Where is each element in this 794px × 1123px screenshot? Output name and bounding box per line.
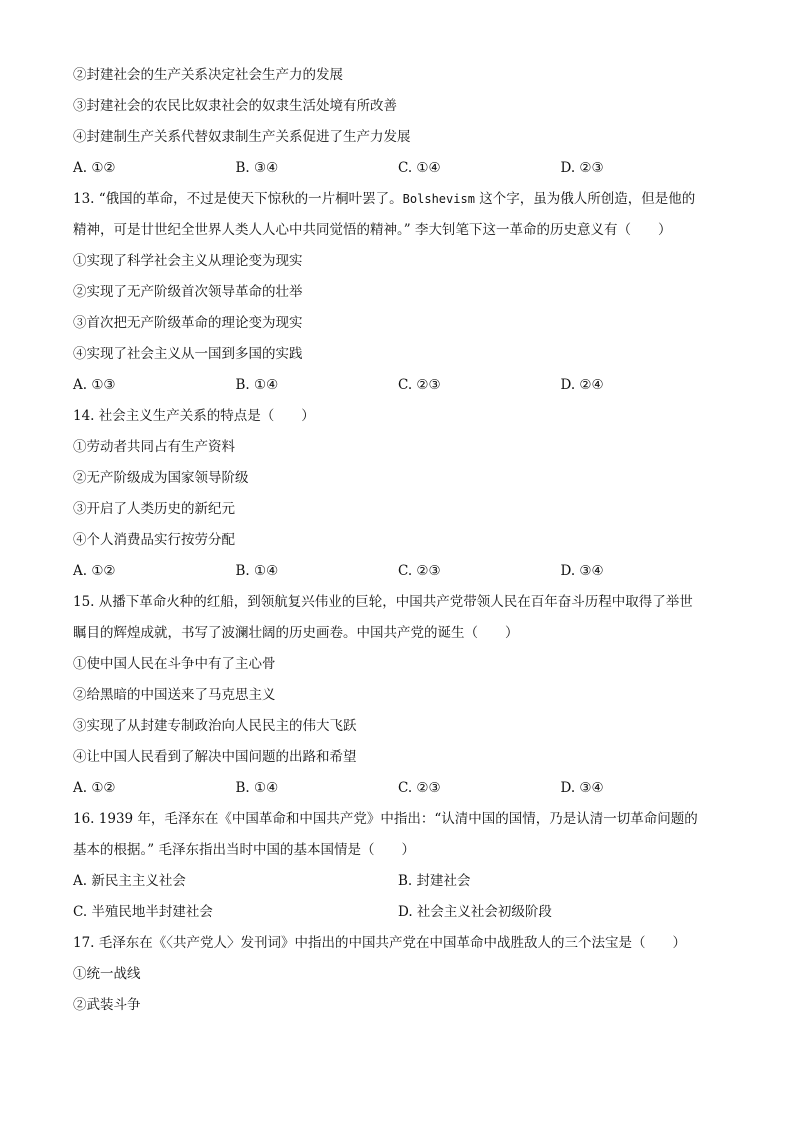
question-13	[73, 184, 723, 401]
q14-item-3: ③开启了人类历史的新纪元	[73, 501, 235, 517]
q12-item-4: ④封建制生产关系代替奴隶制生产关系促进了生产力发展	[73, 129, 411, 145]
q13-stem-line-1	[73, 184, 723, 215]
q13-item-1: ①实现了科学社会主义从理论变为现实	[73, 253, 303, 269]
q12-item-3: ③封建社会的农民比奴隶社会的奴隶生活处境有所改善	[73, 98, 397, 114]
q13-option-d[interactable]: D. ②④	[560, 377, 604, 393]
q15-option-c[interactable]: C. ②③	[398, 780, 441, 796]
q14-stem: 14. 社会主义生产关系的特点是（ ）	[73, 408, 315, 424]
q17-item-1: ①统一战线	[73, 966, 141, 982]
q14-item-1: ①劳动者共同占有生产资料	[73, 439, 235, 455]
q16-option-a[interactable]: A. 新民主主义社会	[73, 873, 186, 889]
q15-option-b[interactable]: B. ①④	[235, 780, 279, 796]
question-12	[73, 60, 723, 184]
q13-item-2: ②实现了无产阶级首次领导革命的壮举	[73, 284, 303, 300]
q16-options-row-1	[73, 866, 723, 897]
q15-options	[73, 773, 723, 804]
question-17	[73, 928, 723, 1021]
q12-option-b[interactable]: B. ③④	[235, 160, 279, 176]
question-15	[73, 587, 723, 804]
q13-item-4: ④实现了社会主义从一国到多国的实践	[73, 346, 303, 362]
q15-item-2: ②给黑暗的中国送来了马克思主义	[73, 687, 276, 703]
q14-item-4: ④个人消费品实行按劳分配	[73, 532, 235, 548]
q14-option-a[interactable]: A. ①②	[73, 563, 116, 579]
q13-option-b[interactable]: B. ①④	[235, 377, 279, 393]
q14-item-2: ②无产阶级成为国家领导阶级	[73, 470, 249, 486]
q16-options-row-2	[73, 897, 723, 928]
q16-option-b[interactable]: B. 封建社会	[398, 873, 471, 889]
q15-item-4: ④让中国人民看到了解决中国问题的出路和希望	[73, 749, 357, 765]
q14-options	[73, 556, 723, 587]
q12-option-d[interactable]: D. ②③	[560, 160, 604, 176]
q14-option-d[interactable]: D. ③④	[560, 563, 604, 579]
q13-stem-part-b: 这个字，虽为俄人所创造，但是他的	[474, 191, 696, 207]
q15-option-d[interactable]: D. ③④	[560, 780, 604, 796]
q17-item-2: ②武装斗争	[73, 997, 141, 1013]
q15-item-3: ③实现了从封建专制政治向人民民主的伟大飞跃	[73, 718, 357, 734]
q13-options	[73, 370, 723, 401]
q16-stem-line-1: 16. 1939 年，毛泽东在《中国革命和中国共产党》中指出：“认清中国的国情，乃是认清一切革命问题的	[73, 811, 698, 827]
q13-stem-part-a: 13. “俄国的革命，不过是使天下惊秋的一片桐叶罢了。	[73, 191, 403, 207]
q12-option-c[interactable]: C. ①④	[398, 160, 441, 176]
q14-option-c[interactable]: C. ②③	[398, 563, 441, 579]
q13-stem-line-2: 精神，可是廿世纪全世界人类人人心中共同觉悟的精神。” 李大钊笔下这一革命的历史意义有（ ）	[73, 222, 672, 238]
question-16	[73, 804, 723, 928]
q16-option-c[interactable]: C. 半殖民地半封建社会	[73, 904, 213, 920]
question-14	[73, 401, 723, 587]
q13-option-c[interactable]: C. ②③	[398, 377, 441, 393]
document-page	[73, 60, 723, 1021]
q13-stem-term: Bolshevism	[402, 192, 475, 206]
q13-option-a[interactable]: A. ①③	[73, 377, 116, 393]
q14-option-b[interactable]: B. ①④	[235, 563, 279, 579]
q16-stem-line-2: 基本的根据。” 毛泽东指出当时中国的基本国情是（ ）	[73, 842, 415, 858]
q13-item-3: ③首次把无产阶级革命的理论变为现实	[73, 315, 303, 331]
q15-stem-line-1: 15. 从播下革命火种的红船，到领航复兴伟业的巨轮，中国共产党带领人民在百年奋斗历程中取得了举世	[73, 594, 693, 610]
q12-item-2: ②封建社会的生产关系决定社会生产力的发展	[73, 67, 343, 83]
q12-options	[73, 153, 723, 184]
q15-stem-line-2: 瞩目的辉煌成就，书写了波澜壮阔的历史画卷。中国共产党的诞生（ ）	[73, 625, 519, 641]
q16-option-d[interactable]: D. 社会主义社会初级阶段	[398, 904, 552, 920]
q17-stem: 17. 毛泽东在《〈共产党人〉发刊词》中指出的中国共产党在中国革命中战胜敌人的三个法宝是（ ）	[73, 935, 687, 951]
q15-option-a[interactable]: A. ①②	[73, 780, 116, 796]
q12-option-a[interactable]: A. ①②	[73, 160, 116, 176]
q15-item-1: ①使中国人民在斗争中有了主心骨	[73, 656, 276, 672]
